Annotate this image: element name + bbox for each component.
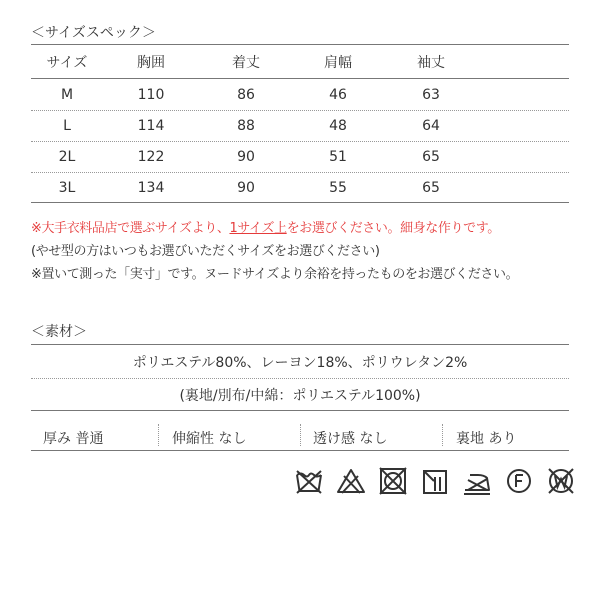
dry-clean-f-icon — [504, 466, 534, 496]
no-tumble-dry-icon — [378, 466, 408, 496]
header-chest: 胸囲 — [137, 55, 165, 71]
cell-shoulder: 46 — [329, 87, 347, 103]
cell-sleeve: 64 — [422, 118, 440, 134]
material-heading: ＜素材＞ — [31, 324, 87, 340]
size-spec-heading: ＜サイズスペック＞ — [31, 25, 156, 41]
feature-value: あり — [488, 431, 517, 447]
cell-sleeve: 65 — [422, 180, 440, 196]
cell-length: 86 — [237, 87, 255, 103]
feature-label: 裏地 — [456, 431, 484, 447]
feature-thickness — [43, 428, 103, 448]
header-size: サイズ — [46, 55, 88, 71]
material-main: ポリエステル80%、レーヨン18%、ポリウレタン2% — [132, 355, 468, 371]
note-text: ※大手衣料品店で選ぶサイズより、 — [31, 221, 230, 236]
cell-shoulder: 55 — [329, 180, 347, 196]
cell-length: 88 — [237, 118, 255, 134]
row-divider — [31, 141, 569, 142]
feature-label: 透け感 — [313, 431, 355, 447]
row-divider — [31, 110, 569, 111]
cell-chest: 110 — [137, 87, 165, 103]
feature-lining — [456, 428, 516, 448]
feature-value: なし — [359, 431, 388, 447]
line-dry-shade-icon — [420, 466, 450, 496]
header-sleeve: 袖丈 — [417, 55, 445, 71]
cell-size: 2L — [58, 149, 76, 165]
cell-chest: 122 — [137, 149, 165, 165]
cell-length: 90 — [237, 149, 255, 165]
cell-shoulder: 48 — [329, 118, 347, 134]
slim-fit-note: (やせ型の方はいつもお選びいただくサイズをお選びください) — [31, 244, 380, 259]
header-length: 着丈 — [232, 55, 260, 71]
cell-sleeve: 63 — [422, 87, 440, 103]
no-wet-clean-icon — [546, 466, 576, 496]
no-wash-icon — [294, 466, 324, 496]
table-top-rule — [31, 44, 569, 45]
feature-separator — [300, 424, 301, 446]
cell-shoulder: 51 — [329, 149, 347, 165]
no-bleach-icon — [336, 466, 366, 496]
table-bottom-rule — [31, 202, 569, 203]
feature-value: 普通 — [75, 431, 104, 447]
measurement-note: ※置いて測った「実寸」です。ヌードサイズより余裕を持ったものをお選びください。 — [31, 267, 519, 282]
cell-size: 3L — [58, 180, 76, 196]
material-lining: (裏地/別布/中綿：ポリエステル100%) — [179, 388, 421, 404]
cell-size: L — [63, 118, 71, 134]
row-divider — [31, 172, 569, 173]
feature-separator — [442, 424, 443, 446]
header-shoulder: 肩幅 — [324, 55, 352, 71]
material-bottom-rule — [31, 410, 569, 411]
material-top-rule — [31, 344, 569, 345]
note-text: をお選びください。細身な作りです。 — [286, 221, 500, 236]
feature-value: なし — [218, 431, 247, 447]
feature-separator — [158, 424, 159, 446]
size-warning-note — [31, 217, 500, 236]
cell-chest: 134 — [137, 180, 165, 196]
iron-with-cloth-icon — [462, 466, 492, 496]
note-emphasis: 1サイズ上 — [229, 221, 287, 236]
features-bottom-rule — [31, 450, 569, 451]
material-divider — [31, 378, 569, 379]
cell-length: 90 — [237, 180, 255, 196]
cell-chest: 114 — [137, 118, 165, 134]
feature-sheer — [313, 428, 387, 448]
feature-label: 伸縮性 — [172, 431, 214, 447]
feature-stretch — [172, 428, 246, 448]
cell-sleeve: 65 — [422, 149, 440, 165]
feature-label: 厚み — [43, 431, 71, 447]
header-rule — [31, 78, 569, 79]
cell-size: M — [60, 87, 74, 103]
